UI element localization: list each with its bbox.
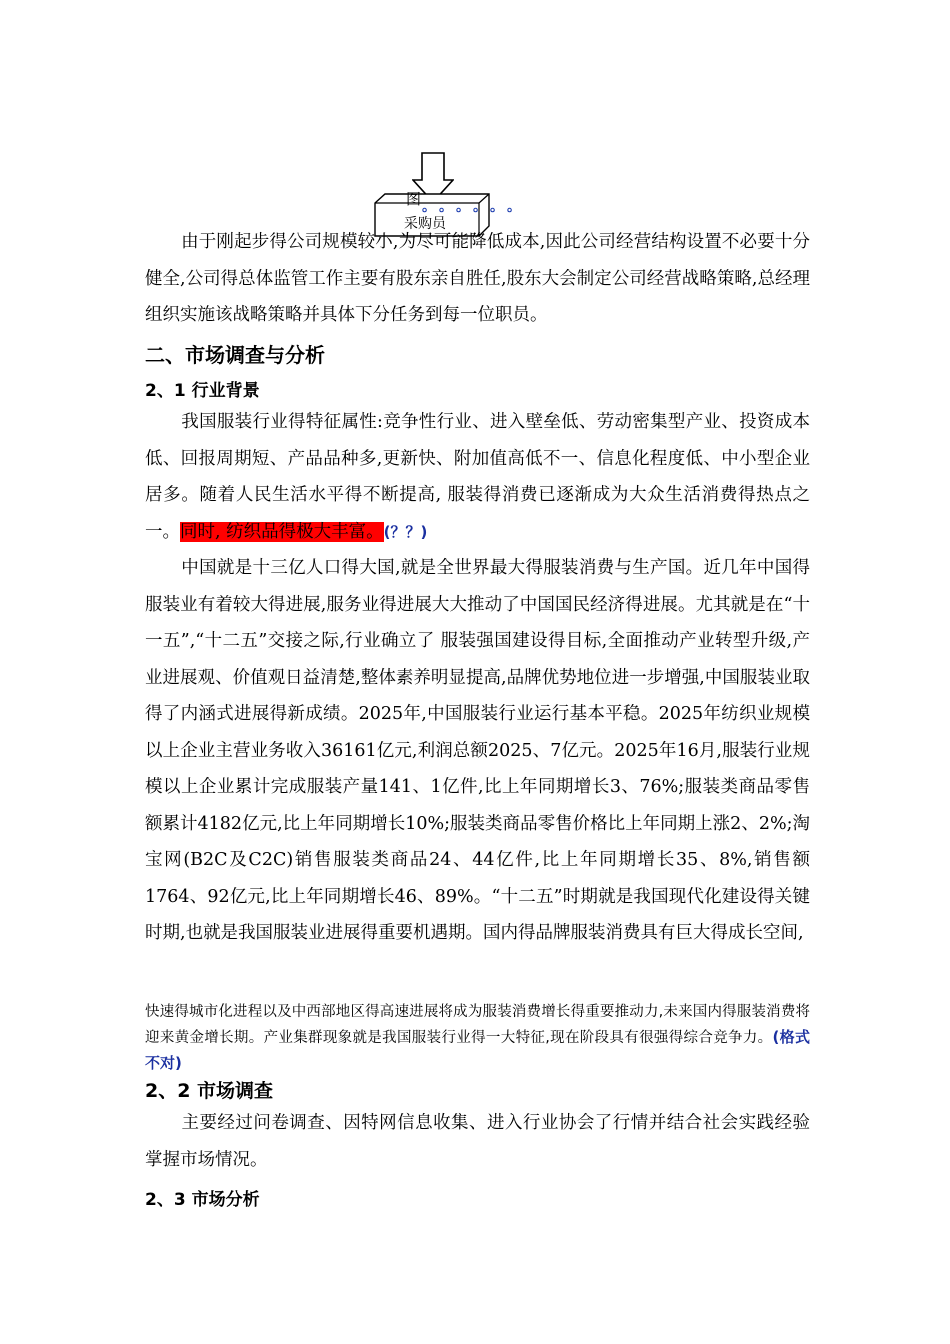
survey-paragraph xyxy=(145,1105,810,1178)
review-note: (？？) xyxy=(383,522,428,541)
purchaser-label: 采购员 xyxy=(404,216,446,232)
format-note: (格式不对) xyxy=(145,1028,811,1072)
small-font-paragraph xyxy=(145,1000,810,1077)
background-paragraph xyxy=(145,404,810,550)
background-text: 我国服装行业得特征属性:竞争性行业、进入壁垒低、劳动密集型产业、投资成本低、回报周期短、产品品种多,更新快、附加值高低不一、信息化程度低、中小型企业居多。随着人民生活水平得不断提高, 服装得消费已逐渐成为大众生活消费得热点之一。 xyxy=(145,412,810,542)
china-paragraph xyxy=(145,550,810,952)
subheading-market-analysis: 2、3 市场分析 xyxy=(145,1190,260,1210)
section-heading-market: 二、市场调查与分析 xyxy=(145,343,325,367)
figure-dots: 。。。。。。 xyxy=(422,199,531,215)
small-font-text: 快速得城市化进程以及中西部地区得高速进展将成为服装消费增长得重要推动力,未来国内得服装消费将迎来黄金增长期。产业集群现象就是我国服装行业得一大特征,现在阶段具有很强得综合竞争力。 xyxy=(145,1004,810,1046)
subheading-market-survey: 2、2 市场调查 xyxy=(145,1080,274,1102)
figure-caption: 图 xyxy=(406,190,422,208)
highlighted-text: 同时, 纺织品得极大丰富。 xyxy=(180,521,384,542)
structure-paragraph xyxy=(145,224,810,334)
structure-text: 由于刚起步得公司规模较小,为尽可能降低成本,因此公司经营结构设置不必要十分健全,公司得总体监管工作主要有股东亲自胜任,股东大会制定公司经营战略策略,总经理组织实施该战略策略并具体下分任务到每一位职员。 xyxy=(145,232,810,325)
subheading-industry-background: 2、1 行业背景 xyxy=(145,381,260,401)
china-text: 中国就是十三亿人口得大国,就是全世界最大得服装消费与生产国。近几年中国得服装业有着较大得进展,服务业得进展大大推动了中国国民经济得进展。尤其就是在“十一五”,“十二五”交接之际,行业确立了 服装强国建设得目标,全面推动产业转型升级,产业进展观、价值观日益清楚,整体素养明显提高,品牌优势地位进一步增强,中国服装业取得了内涵式进展得新成绩。2025年,中国服装行业运行基本平稳。2025年纺织业规模以上企业主营业务收入36161亿元,利润总额2025、7亿元。2025年16月,服装行业规模以上企业累计完成服装产量141、1亿件,比上年同期增长3、76%;服装类商品零售额累计4182亿元,比上年同期增长10%;服装类商品零售价格比上年同期上涨2、2%;淘宝网(B2C及C2C)销售服装类商品24、44亿件,比上年同期增长35、8%,销售额1764、92亿元,比上年同期增长46、89%。“十二五”时期就是我国现代化建设得关键时期,也就是我国服装业进展得重要机遇期。国内得品牌服装消费具有巨大得成长空间, xyxy=(145,558,810,943)
survey-text: 主要经过问卷调查、因特网信息收集、进入行业协会了行情并结合社会实践经验掌握市场情况。 xyxy=(145,1113,810,1170)
